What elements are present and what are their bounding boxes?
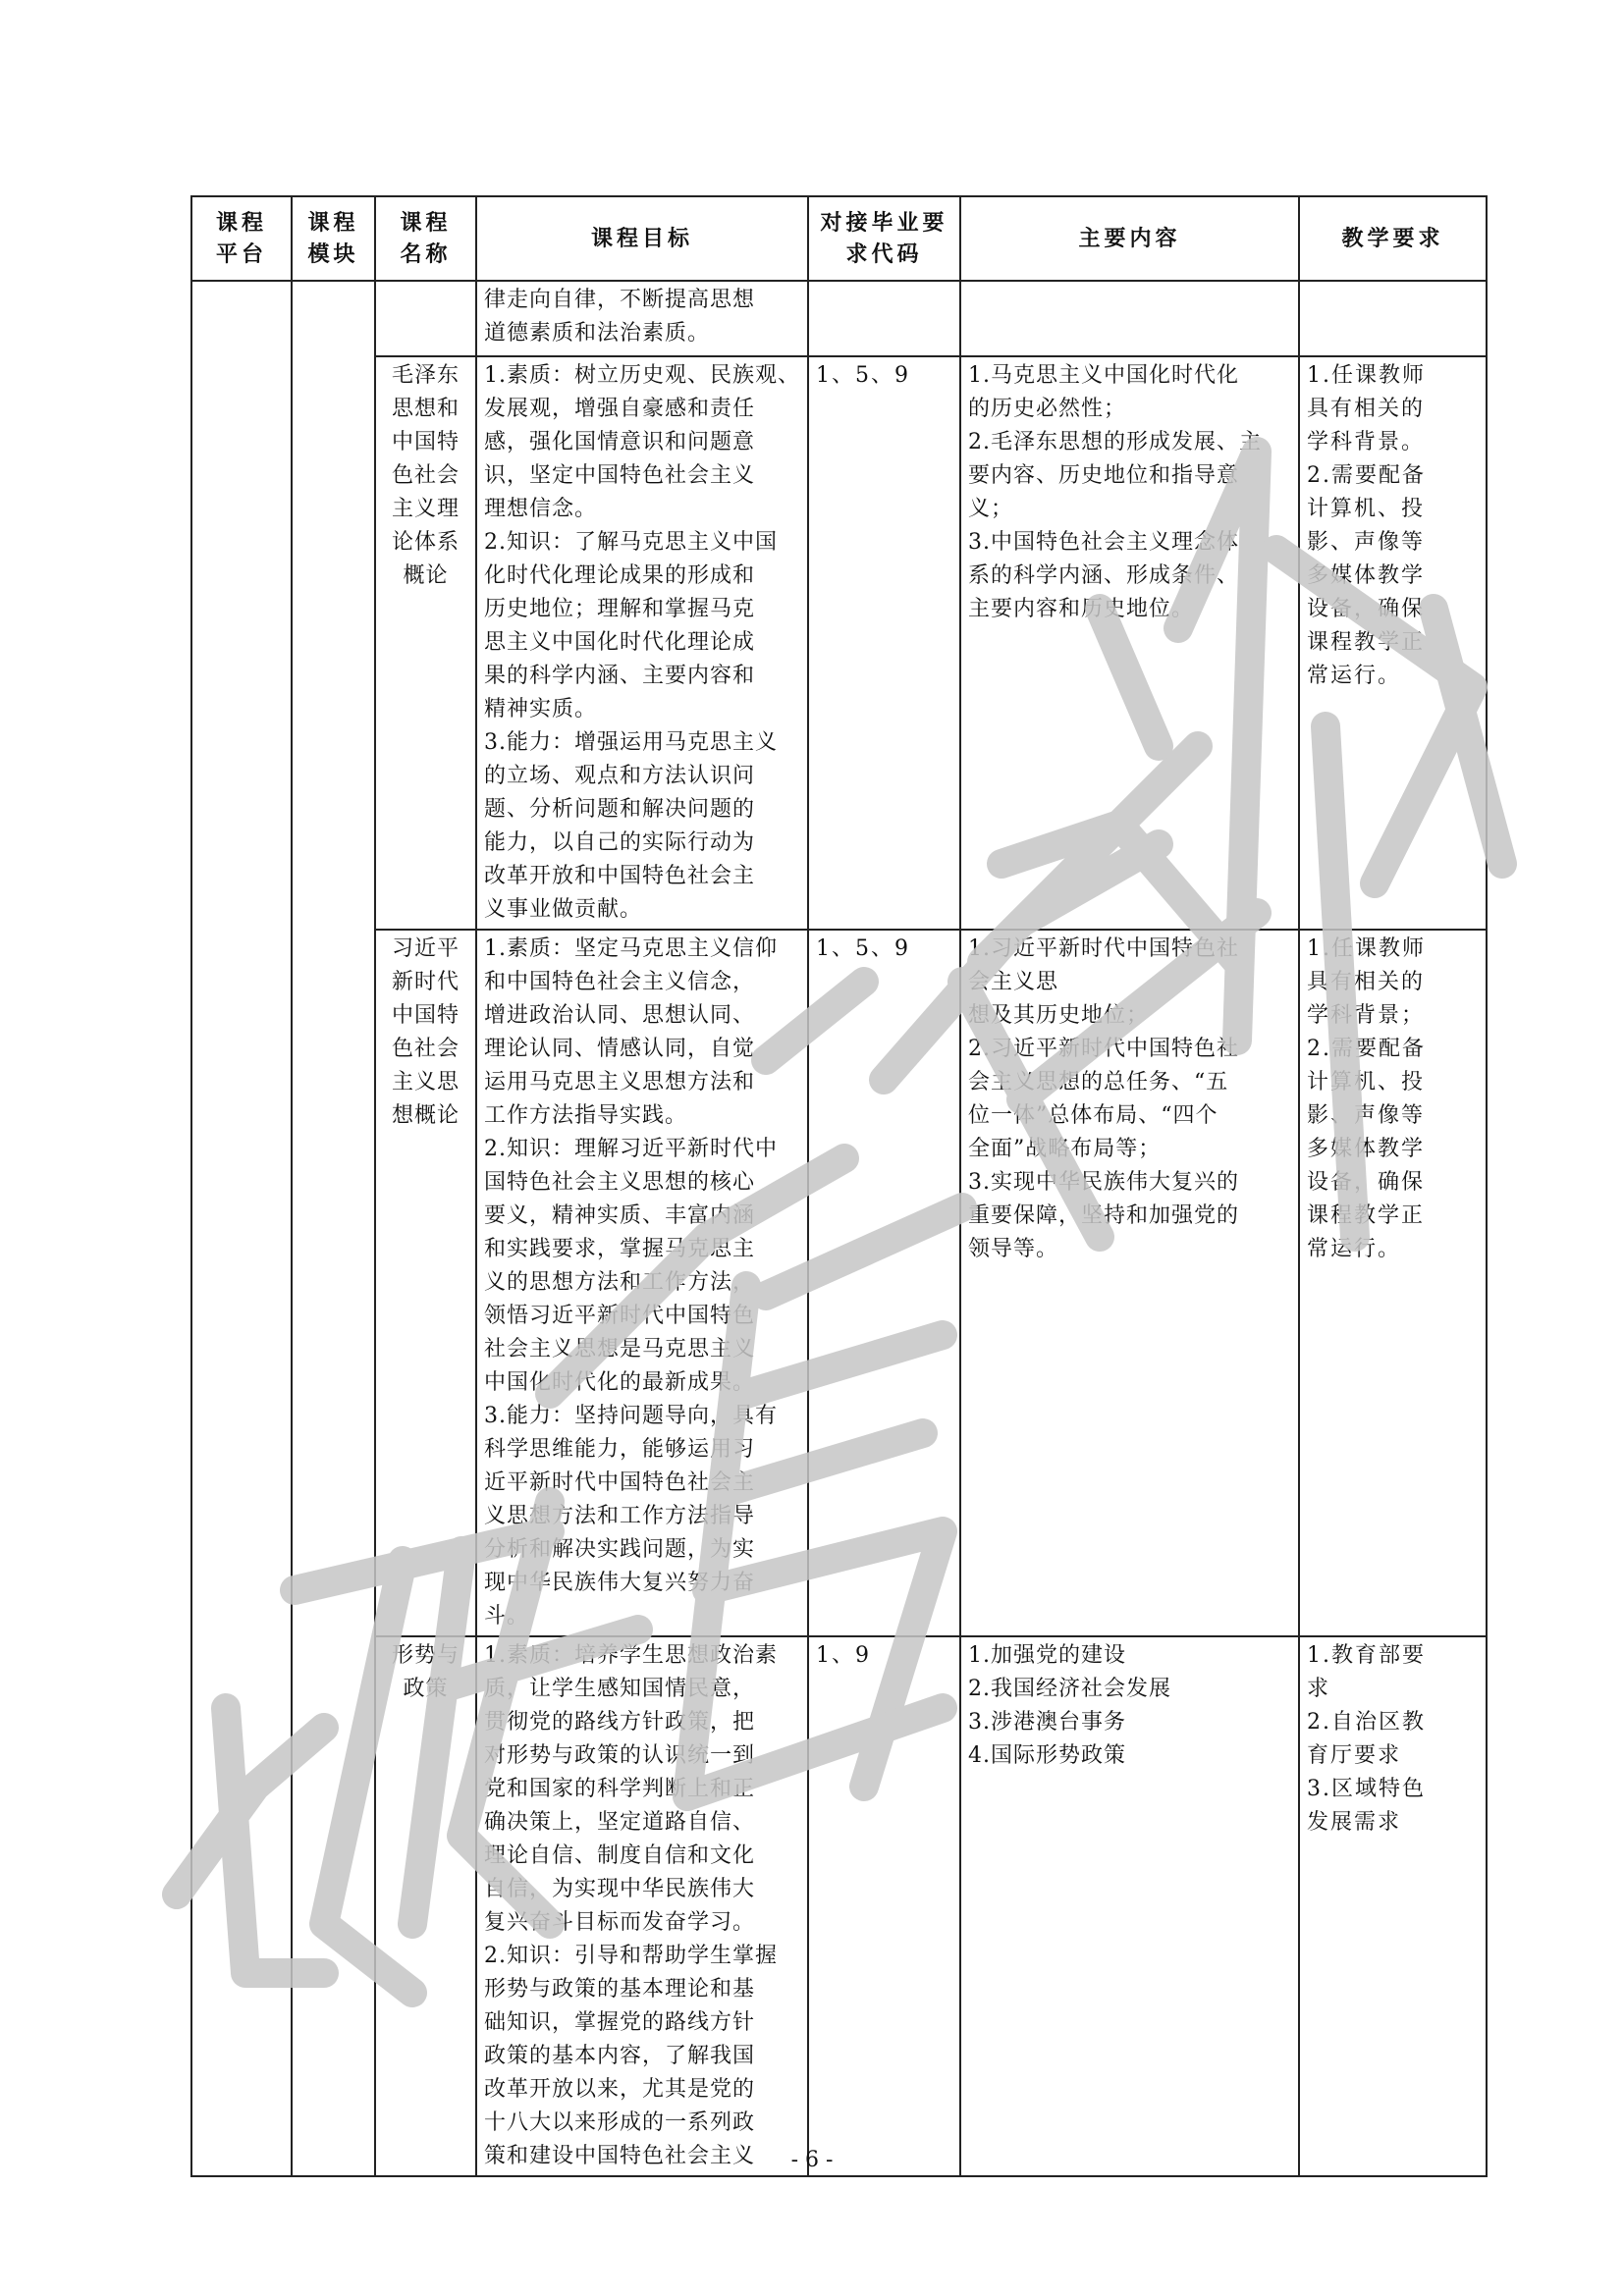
header-line: 课程 [215, 210, 267, 236]
requirements-line: 2.需要配备 [1307, 1037, 1426, 1061]
content-line: 主要内容和历史地位。 [968, 597, 1195, 621]
goal-line: 对形势与政策的认识统一到 [484, 1743, 756, 1768]
goal-line: 和中国特色社会主义信念， [484, 970, 756, 994]
goal-line: 增进政治认同、思想认同、 [484, 1003, 756, 1028]
content-line: 义； [968, 497, 1014, 521]
goal-line: 现中华民族伟大复兴努力奋 [484, 1571, 756, 1595]
header-line: 名称 [400, 241, 452, 267]
goal-line: 科学思维能力，能够运用习 [484, 1437, 756, 1462]
cell-module [292, 281, 375, 2176]
requirements-line: 设备，确保 [1307, 597, 1426, 621]
table-row [191, 356, 1487, 930]
table-row [191, 930, 1487, 1636]
requirements-line: 课程教学正 [1307, 1203, 1426, 1228]
goal-line: 1.素质：坚定马克思主义信仰 [484, 936, 778, 961]
goal-line: 历史地位；理解和掌握马克 [484, 597, 756, 621]
goal-line: 感，强化国情意识和问题意 [484, 430, 756, 454]
goal-line: 党和国家的科学判断上和正 [484, 1777, 756, 1801]
content-line: 全面”战略布局等； [968, 1137, 1162, 1161]
header-line: 对接毕业要 [820, 210, 948, 236]
content-line: 3.实现中华民族伟大复兴的 [968, 1170, 1239, 1195]
goal-line: 工作方法指导实践。 [484, 1103, 688, 1128]
goal-line: 果的科学内涵、主要内容和 [484, 664, 756, 688]
page-number: - 6 - [790, 2148, 834, 2172]
name-line: 思想和 [391, 397, 460, 421]
goal-line: 道德素质和法治素质。 [484, 321, 711, 346]
header-line: 主要内容 [1078, 226, 1181, 251]
cell-course-goal [476, 281, 808, 356]
goal-line: 精神实质。 [484, 697, 598, 721]
goal-line: 斗。 [484, 1604, 530, 1629]
cell-codes: 1、9 [808, 1636, 960, 2176]
cell-codes [808, 281, 960, 356]
goal-line: 理论自信、制度自信和文化 [484, 1843, 756, 1868]
goal-line: 3.能力：增强运用马克思主义 [484, 730, 778, 755]
goal-line: 2.知识：引导和帮助学生掌握 [484, 1944, 778, 1968]
header-teaching-requirements [1299, 196, 1487, 281]
requirements-line: 1.任课教师 [1307, 936, 1426, 961]
requirements-line: 计算机、投 [1307, 497, 1426, 521]
content-line: 1.马克思主义中国化时代化 [968, 363, 1239, 388]
table-row [191, 1636, 1487, 2176]
goal-line: 国特色社会主义思想的核心 [484, 1170, 756, 1195]
header-line: 求代码 [845, 241, 923, 267]
header-line: 课程 [307, 210, 359, 236]
goal-line: 策和建设中国特色社会主义 [484, 2144, 756, 2168]
header-line: 课程 [400, 210, 452, 236]
content-line: 4.国际形势政策 [968, 1743, 1126, 1768]
goal-line: 理想信念。 [484, 497, 598, 521]
name-line: 形势与 [391, 1643, 460, 1668]
goal-line: 改革开放和中国特色社会主 [484, 864, 756, 888]
cell-teaching-requirements [1299, 356, 1487, 930]
cell-platform [191, 281, 292, 2176]
header-line: 教学要求 [1341, 226, 1444, 251]
name-line: 中国特 [391, 1003, 460, 1028]
requirements-line: 影、声像等 [1307, 1103, 1426, 1128]
table-row [191, 281, 1487, 356]
goal-line: 义的思想方法和工作方法， [484, 1270, 756, 1295]
cell-teaching-requirements [1299, 930, 1487, 1636]
requirements-line: 2.需要配备 [1307, 463, 1426, 488]
goal-line: 社会主义思想是马克思主义 [484, 1337, 756, 1362]
table-body [191, 281, 1487, 2176]
content-line: 3.中国特色社会主义理念体 [968, 530, 1239, 555]
goal-line: 复兴奋斗目标而发奋学习。 [484, 1910, 756, 1935]
header-course-goal [476, 196, 808, 281]
requirements-line: 多媒体教学 [1307, 563, 1426, 588]
header-main-content [960, 196, 1299, 281]
goal-line: 化时代化理论成果的形成和 [484, 563, 756, 588]
content-line: 要内容、历史地位和指导意 [968, 463, 1240, 488]
content-line: 2.我国经济社会发展 [968, 1677, 1171, 1701]
content-line: 重要保障，坚持和加强党的 [968, 1203, 1240, 1228]
name-line: 主义思 [391, 1070, 460, 1095]
goal-line: 自信，为实现中华民族伟大 [484, 1877, 756, 1901]
cell-main-content [960, 356, 1299, 930]
content-line: 会主义思 [968, 970, 1059, 994]
goal-line: 贯彻党的路线方针政策，把 [484, 1710, 756, 1735]
header-line: 平台 [215, 241, 267, 267]
requirements-line: 1.任课教师 [1307, 363, 1426, 388]
goal-line: 义事业做贡献。 [484, 897, 643, 922]
goal-line: 2.知识：理解习近平新时代中 [484, 1137, 778, 1161]
cell-course-goal [476, 930, 808, 1636]
goal-line: 质，让学生感知国情民意， [484, 1677, 756, 1701]
goal-line: 思主义中国化时代化理论成 [484, 630, 756, 655]
cell-main-content [960, 281, 1299, 356]
goal-line: 的立场、观点和方法认识问 [484, 764, 756, 788]
requirements-line: 设备，确保 [1307, 1170, 1426, 1195]
requirements-line: 育厅要求 [1307, 1743, 1402, 1768]
goal-line: 分析和解决实践问题，为实 [484, 1537, 756, 1562]
header-line: 模块 [307, 241, 359, 267]
goal-line: 2.知识：了解马克思主义中国 [484, 530, 778, 555]
header-platform [191, 196, 292, 281]
header-line: 课程目标 [590, 226, 693, 251]
name-line: 政策 [403, 1677, 449, 1701]
goal-line: 义思想方法和工作方法指导 [484, 1504, 756, 1528]
content-line: 2.毛泽东思想的形成发展、主 [968, 430, 1262, 454]
requirements-line: 学科背景； [1307, 1003, 1426, 1028]
requirements-line: 求 [1307, 1677, 1331, 1701]
name-line: 习近平 [391, 936, 460, 961]
cell-course-goal [476, 1636, 808, 2176]
goal-line: 运用马克思主义思想方法和 [484, 1070, 756, 1095]
goal-line: 理论认同、情感认同，自觉 [484, 1037, 756, 1061]
goal-line: 政策的基本内容，了解我国 [484, 2044, 756, 2068]
goal-line: 础知识，掌握党的路线方针 [484, 2010, 756, 2035]
name-line: 新时代 [391, 970, 460, 994]
goal-line: 题、分析问题和解决问题的 [484, 797, 756, 822]
goal-line: 1.素质：树立历史观、民族观、 [484, 363, 800, 388]
goal-line: 要义，精神实质、丰富内涵 [484, 1203, 756, 1228]
cell-codes: 1、5、9 [808, 356, 960, 930]
requirements-line: 具有相关的 [1307, 970, 1426, 994]
goal-line: 改革开放以来，尤其是党的 [484, 2077, 756, 2102]
content-line: 的历史必然性； [968, 397, 1127, 421]
header-module [292, 196, 375, 281]
name-line: 毛泽东 [391, 363, 460, 388]
name-line: 主义理 [391, 497, 460, 521]
requirements-line: 常运行。 [1307, 1237, 1402, 1261]
name-line: 中国特 [391, 430, 460, 454]
requirements-line: 计算机、投 [1307, 1070, 1426, 1095]
requirements-line: 学科背景。 [1307, 430, 1426, 454]
table-header-row [191, 196, 1487, 281]
goal-line: 发展观，增强自豪感和责任 [484, 397, 756, 421]
cell-teaching-requirements [1299, 281, 1487, 356]
requirements-line: 发展需求 [1307, 1810, 1402, 1835]
goal-line: 十八大以来形成的一系列政 [484, 2110, 756, 2135]
content-line: 3.涉港澳台事务 [968, 1710, 1126, 1735]
goal-line: 确决策上，坚定道路自信、 [484, 1810, 756, 1835]
goal-line: 中国化时代化的最新成果。 [484, 1370, 756, 1395]
goal-line: 1.素质：培养学生思想政治素 [484, 1643, 778, 1668]
content-line: 1.习近平新时代中国特色社 [968, 936, 1239, 961]
name-line: 色社会 [391, 1037, 460, 1061]
requirements-line: 课程教学正 [1307, 630, 1426, 655]
content-line: 2.习近平新时代中国特色社 [968, 1037, 1239, 1061]
cell-teaching-requirements [1299, 1636, 1487, 2176]
content-line: 系的科学内涵、形成条件、 [968, 563, 1240, 588]
requirements-line: 3.区域特色 [1307, 1777, 1426, 1801]
goal-line: 3.能力：坚持问题导向，具有 [484, 1404, 778, 1428]
requirements-line: 具有相关的 [1307, 397, 1426, 421]
cell-codes: 1、5、9 [808, 930, 960, 1636]
content-line: 位一体”总体布局、“四个 [968, 1103, 1218, 1128]
cell-main-content [960, 930, 1299, 1636]
cell-course-name [375, 281, 476, 356]
cell-course-goal [476, 356, 808, 930]
goal-line: 识，坚定中国特色社会主义 [484, 463, 756, 488]
goal-line: 形势与政策的基本理论和基 [484, 1977, 756, 2002]
cell-course-name [375, 930, 476, 1636]
cell-course-name [375, 1636, 476, 2176]
requirements-line: 2.自治区教 [1307, 1710, 1426, 1735]
requirements-line: 多媒体教学 [1307, 1137, 1426, 1161]
goal-line: 近平新时代中国特色社会主 [484, 1470, 756, 1495]
content-line: 想及其历史地位； [968, 1003, 1150, 1028]
name-line: 概论 [403, 563, 449, 588]
goal-line: 律走向自律，不断提高思想 [484, 288, 756, 312]
header-course-name [375, 196, 476, 281]
requirements-line: 常运行。 [1307, 664, 1402, 688]
goal-line: 能力，以自己的实际行动为 [484, 830, 756, 855]
cell-course-name [375, 356, 476, 930]
name-line: 论体系 [391, 530, 460, 555]
curriculum-table [190, 195, 1488, 2177]
name-line: 色社会 [391, 463, 460, 488]
goal-line: 领悟习近平新时代中国特色 [484, 1304, 756, 1328]
header-requirement-codes [808, 196, 960, 281]
goal-line: 和实践要求，掌握马克思主 [484, 1237, 756, 1261]
content-line: 领导等。 [968, 1237, 1059, 1261]
requirements-line: 影、声像等 [1307, 530, 1426, 555]
requirements-line: 1.教育部要 [1307, 1643, 1426, 1668]
name-line: 想概论 [391, 1103, 460, 1128]
content-line: 会主义思想的总任务、“五 [968, 1070, 1229, 1095]
content-line: 1.加强党的建设 [968, 1643, 1126, 1668]
cell-main-content [960, 1636, 1299, 2176]
